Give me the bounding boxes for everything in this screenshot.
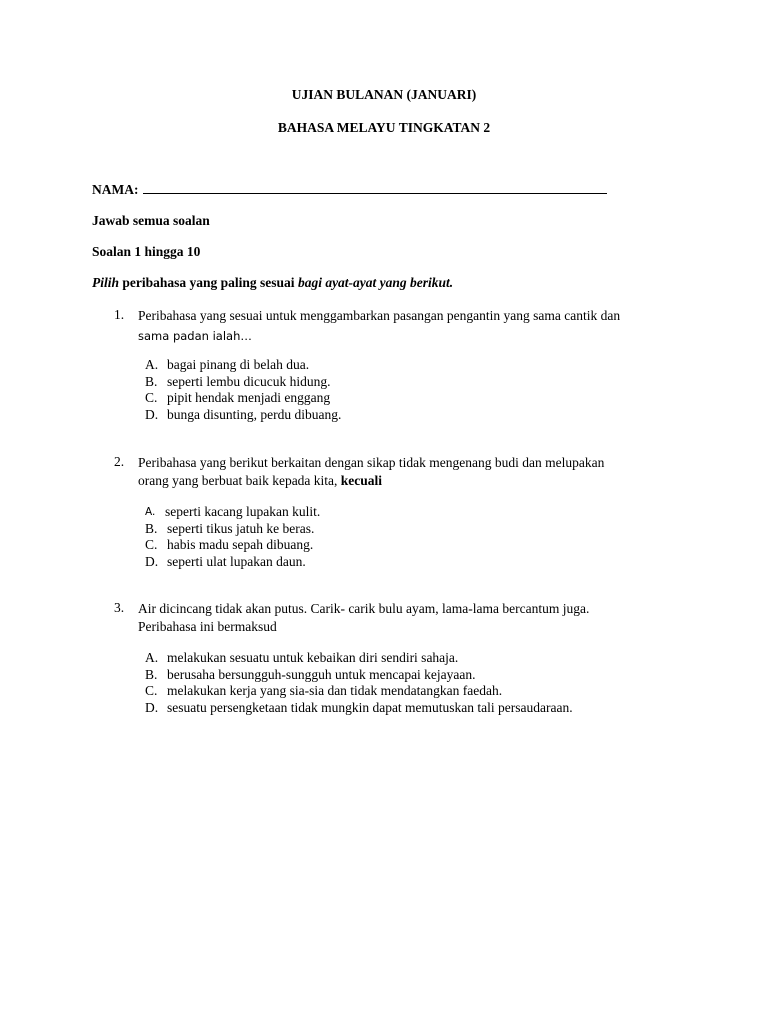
name-field xyxy=(92,181,607,198)
option-text: habis madu sepah dibuang. xyxy=(167,537,314,552)
question-number: 2. xyxy=(114,454,125,469)
option-b[interactable] xyxy=(145,374,341,391)
option-text: bunga disunting, perdu dibuang. xyxy=(167,406,342,422)
option-letter: D. xyxy=(145,553,159,569)
question-number: 1. xyxy=(114,307,125,322)
option-text: seperti tikus jatuh ke beras. xyxy=(167,520,315,536)
option-text: melakukan sesuatu untuk kebaikan diri sendiri sahaja. xyxy=(167,650,459,665)
option-a[interactable] xyxy=(145,504,320,521)
option-letter: B. xyxy=(145,520,158,536)
option-b[interactable] xyxy=(145,667,573,684)
option-letter: C. xyxy=(145,537,158,552)
option-letter: A. xyxy=(145,506,156,518)
question-options xyxy=(145,504,320,570)
option-text: berusaha bersungguh-sungguh untuk mencapai kejayaan. xyxy=(167,666,476,682)
instruction-choose-middle: peribahasa yang paling sesuai xyxy=(119,275,298,290)
question-text-line1: Peribahasa yang sesuai untuk menggambarkan pasangan pengantin yang sama cantik dan xyxy=(138,308,621,323)
question-text-line2: Peribahasa ini bermaksud xyxy=(138,619,277,634)
question-text-line2 xyxy=(138,472,382,490)
instruction-choose-end: bagi ayat-ayat yang berikut. xyxy=(297,275,454,290)
option-d[interactable] xyxy=(145,700,573,717)
option-letter: B. xyxy=(145,666,158,682)
instruction-choose xyxy=(92,275,453,291)
exam-title: UJIAN BULANAN (JANUARI) xyxy=(291,87,477,102)
option-a[interactable] xyxy=(145,650,573,667)
option-b[interactable] xyxy=(145,521,320,538)
option-a[interactable] xyxy=(145,357,341,374)
question-number: 3. xyxy=(114,600,125,615)
option-letter: D. xyxy=(145,406,159,422)
option-c[interactable] xyxy=(145,537,320,554)
name-label: NAMA: xyxy=(92,182,139,197)
name-blank-line[interactable] xyxy=(143,181,607,194)
instruction-answer-all: Jawab semua soalan xyxy=(92,213,210,228)
question-text-line2: sama padan ialah… xyxy=(138,329,252,343)
option-text: seperti lembu dicucuk hidung. xyxy=(167,373,331,389)
option-letter: A. xyxy=(145,357,159,372)
question-options xyxy=(145,357,341,423)
option-letter: C. xyxy=(145,683,158,698)
option-letter: B. xyxy=(145,373,158,389)
question-text-line1: Peribahasa yang berikut berkaitan dengan sikap tidak mengenang budi dan melupakan xyxy=(138,455,605,470)
option-text: bagai pinang di belah dua. xyxy=(167,357,310,372)
question-text-emphasis: kecuali xyxy=(340,473,383,488)
option-d[interactable] xyxy=(145,407,341,424)
option-text: seperti ulat lupakan daun. xyxy=(167,553,306,569)
question-options xyxy=(145,650,573,716)
exam-subtitle: BAHASA MELAYU TINGKATAN 2 xyxy=(277,120,491,135)
option-d[interactable] xyxy=(145,554,320,571)
option-c[interactable] xyxy=(145,683,573,700)
instruction-question-range: Soalan 1 hingga 10 xyxy=(92,244,201,259)
option-letter: A. xyxy=(145,650,159,665)
option-c[interactable] xyxy=(145,390,341,407)
option-text: seperti kacang lupakan kulit. xyxy=(165,504,321,519)
option-text: melakukan kerja yang sia-sia dan tidak mendatangkan faedah. xyxy=(167,683,503,698)
question-text-line1: Air dicincang tidak akan putus. Carik- carik bulu ayam, lama-lama bercantum juga. xyxy=(138,601,590,616)
instruction-choose-verb: Pilih xyxy=(92,275,120,290)
option-letter: C. xyxy=(145,390,158,405)
option-text: sesuatu persengketaan tidak mungkin dapat memutuskan tali persaudaraan. xyxy=(167,699,573,715)
option-letter: D. xyxy=(145,699,159,715)
option-text: pipit hendak menjadi enggang xyxy=(167,390,331,405)
question-text-main: orang yang berbuat baik kepada kita, xyxy=(138,473,341,488)
